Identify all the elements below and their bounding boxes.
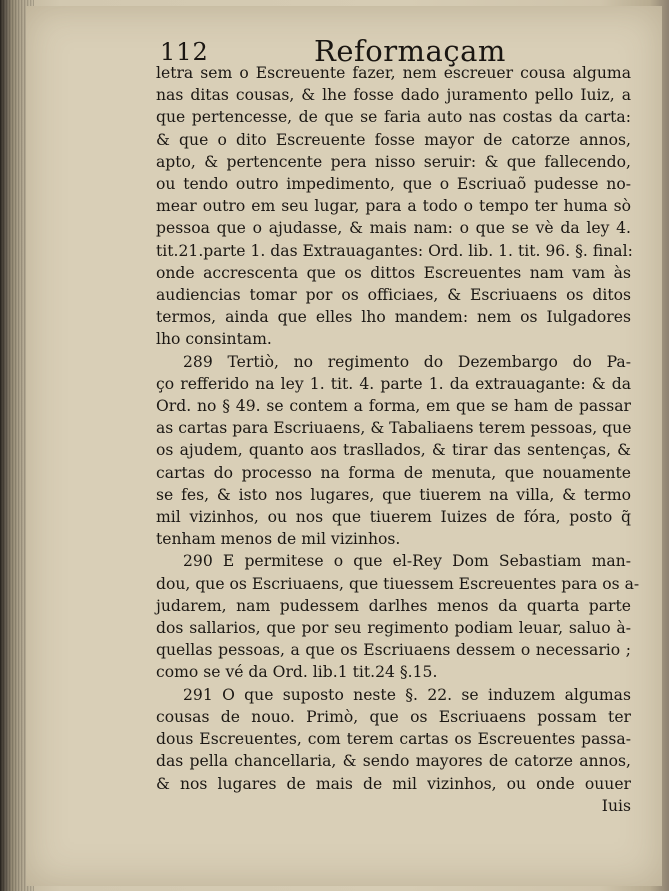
body-text (156, 62, 640, 817)
text-line: nas ditas cousas, & lhe fosse dado juramento pello Iuiz, a (156, 86, 631, 105)
text-line: quellas pessoas, a que os Escriuaens dessem o necessario ; (156, 641, 631, 660)
text-line: apto, & pertencente pera nisso seruir: & que fallecendo, (156, 152, 631, 171)
text-line: tenham menos de mil vizinhos. (156, 530, 401, 549)
text-line: ou tendo outro impedimento, que o Escriuaõ pudesse no- (156, 175, 631, 194)
text-line: lho consintam. (156, 330, 272, 349)
text-line: Ord. no § 49. se contem a forma, em que se ham de passar (156, 397, 631, 416)
text-line: letra sem o Escreuente fazer, nem escreuer cousa alguma (156, 64, 631, 82)
text-line: cartas do processo na forma de menuta, que nouamente (156, 463, 631, 482)
text-line: ço refferido na ley 1. tit. 4. parte 1. da extrauagante: & da (156, 374, 631, 393)
text-line: audiencias tomar por os officiaes, & Escriuaens os ditos (156, 286, 631, 305)
text-line: mear outro em seu lugar, para a todo o tempo ter huma sò (156, 197, 631, 216)
text-line: pessoa que o ajudasse, & mais nam: o que se vè da ley 4. (156, 219, 631, 238)
text-line: onde accrescenta que os dittos Escreuentes nam vam às (156, 263, 631, 282)
text-line: mil vizinhos, ou nos que tiuerem Iuizes de fóra, posto q̃ (156, 508, 631, 527)
running-title: Reformaçam (314, 34, 506, 68)
text-line: dou, que os Escriuaens, que tiuessem Escreuentes para os a- (156, 574, 640, 593)
text-line: 290 E permitese o que el-Rey Dom Sebastiam man- (183, 552, 631, 571)
text-line: se fes, & isto nos lugares, que tiuerem na villa, & termo (156, 485, 631, 504)
text-line: 289 Tertiò, no regimento do Dezembargo do Pa- (183, 352, 631, 371)
text-line: judarem, nam pudessem darlhes menos da quarta parte (156, 596, 631, 615)
text-line: tit.21.parte 1. das Extrauagantes: Ord. lib. 1. tit. 96. §. final: (156, 241, 633, 260)
text-line: os ajudem, quanto aos trasllados, & tirar das sentenças, & (156, 441, 631, 460)
text-line: como se vé da Ord. lib.1 tit.24 §.15. (156, 663, 438, 682)
text-line: & que o dito Escreuente fosse mayor de catorze annos, (156, 130, 631, 149)
text-line: das pella chancellaria, & sendo mayores de catorze annos, (156, 752, 631, 771)
text-line: que pertencesse, de que se faria auto nas costas da carta: (156, 108, 631, 127)
text-line: dos sallarios, que por seu regimento podiam leuar, saluo à- (156, 619, 631, 638)
text-line: Iuis (601, 796, 631, 815)
text-line: 291 O que suposto neste §. 22. se induzem algumas (183, 685, 631, 704)
text-line: as cartas para Escriuaens, & Tabaliaens terem pessoas, que (156, 419, 632, 438)
text-line: & nos lugares de mais de mil vizinhos, ou onde ouuer (156, 774, 631, 793)
text-line: cousas de nouo. Primò, que os Escriuaens possam ter (156, 707, 631, 726)
text-line: dous Escreuentes, com terem cartas os Escreuentes passa- (156, 730, 631, 749)
text-line: termos, ainda que elles lho mandem: nem os Iulgadores (156, 308, 631, 327)
page-number: 112 (160, 38, 209, 66)
